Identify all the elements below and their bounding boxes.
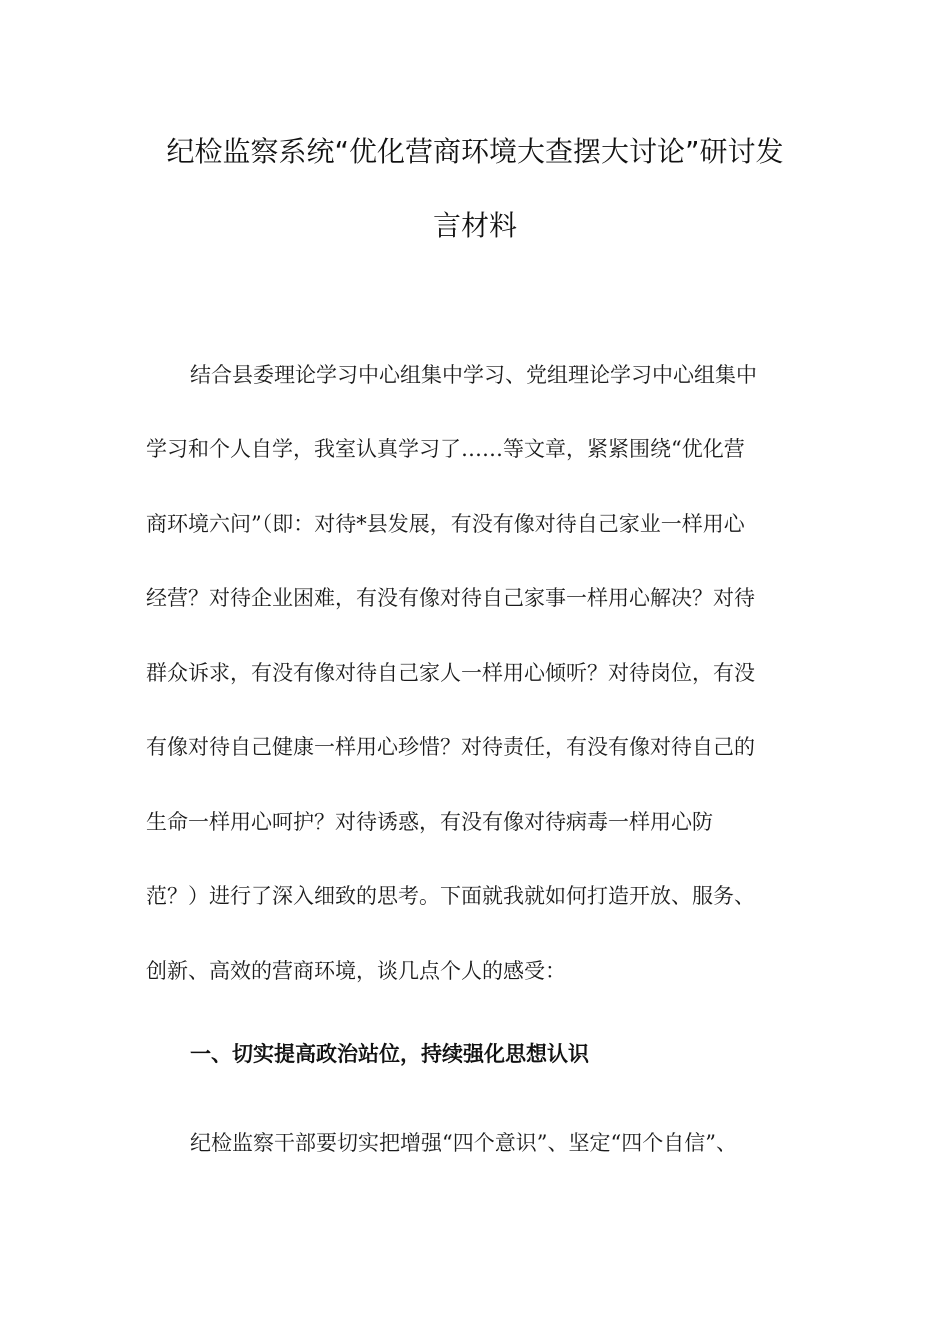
paragraph-1-line-9: 创新、高效的营商环境，谈几点个人的感受： <box>146 959 566 983</box>
paragraph-1-line-6: 有像对待自己健康一样用心珍惜？对待责任，有没有像对待自己的 <box>146 735 755 759</box>
paragraph-1-line-3: 商环境六问”（即：对待*县发展，有没有像对待自己家业一样用心 <box>146 512 745 536</box>
paragraph-1-line-5: 群众诉求，有没有像对待自己家人一样用心倾听？对待岗位，有没 <box>146 661 755 685</box>
document-title-line-2: 言材料 <box>432 209 517 242</box>
paragraph-2-line-1: 纪检监察干部要切实把增强“四个意识”、坚定“四个自信”、 <box>190 1131 737 1155</box>
section-heading-1: 一、切实提高政治站位，持续强化思想认识 <box>190 1042 589 1066</box>
paragraph-1-line-7: 生命一样用心呵护？对待诱惑，有没有像对待病毒一样用心防 <box>146 810 713 834</box>
paragraph-1-line-8: 范？）进行了深入细致的思考。下面就我就如何打造开放、服务、 <box>146 884 755 908</box>
document-title-line-1: 纪检监察系统“优化营商环境大查摆大讨论”研讨发 <box>166 135 784 168</box>
paragraph-1-line-1: 结合县委理论学习中心组集中学习、党组理论学习中心组集中 <box>190 363 757 387</box>
paragraph-1-line-2: 学习和个人自学，我室认真学习了……等文章，紧紧围绕“优化营 <box>146 437 745 461</box>
paragraph-1-line-4: 经营？对待企业困难，有没有像对待自己家事一样用心解决？对待 <box>146 586 755 610</box>
